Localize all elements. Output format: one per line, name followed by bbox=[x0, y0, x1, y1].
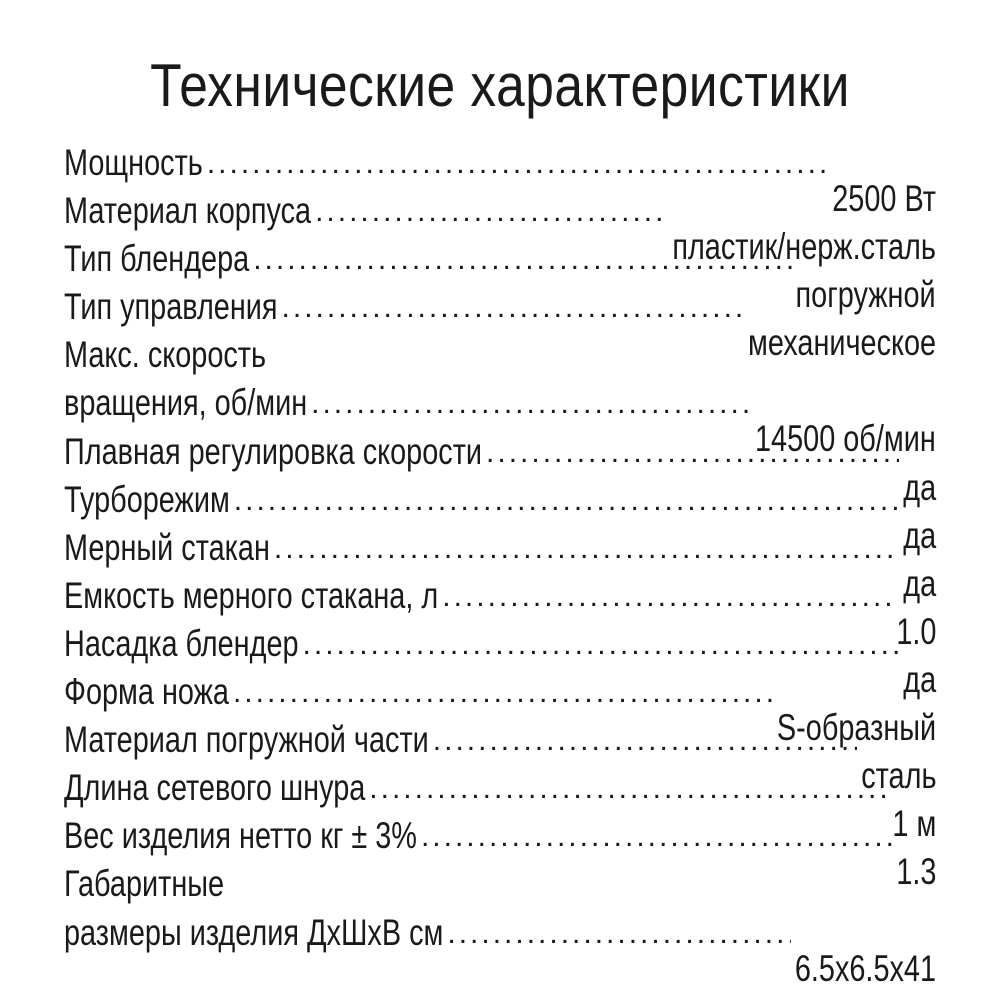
dot-leader bbox=[253, 236, 792, 284]
dot-leader bbox=[421, 813, 892, 861]
dot-leader bbox=[447, 910, 790, 958]
spec-label: Плавная регулировка скорости bbox=[64, 430, 483, 472]
spec-label: Материал погружной части bbox=[64, 719, 429, 761]
spec-label: Вес изделия нетто кг ± 3% bbox=[64, 815, 417, 857]
spec-row-blade-shape: Форма ножа ..... S-образный bbox=[64, 668, 936, 716]
spec-row-measuring-cup: Мерный стакан ..... да bbox=[64, 524, 936, 572]
spec-list bbox=[64, 139, 936, 989]
spec-label: Материал корпуса bbox=[64, 190, 312, 232]
page-title: Технические характеристики bbox=[150, 52, 850, 119]
spec-row-power: Мощность ..... 2500 Вт bbox=[64, 139, 936, 187]
spec-label-prefix: Габаритные bbox=[64, 863, 225, 905]
dot-leader bbox=[274, 525, 899, 573]
dot-leader bbox=[311, 380, 751, 428]
spec-label: Длина сетевого шнура bbox=[64, 767, 366, 809]
dot-leader bbox=[442, 573, 892, 621]
spec-label: Форма ножа bbox=[64, 671, 229, 713]
dot-leader bbox=[433, 717, 857, 765]
spec-row-max-speed: вращения, об/мин ..... 14500 об/мин bbox=[64, 379, 936, 427]
dot-leader bbox=[282, 284, 744, 332]
spec-row-turbo: Турборежим ..... да bbox=[64, 476, 936, 524]
dot-leader bbox=[234, 477, 899, 525]
dot-leader bbox=[303, 621, 900, 669]
spec-label: Турборежим bbox=[64, 478, 230, 520]
spec-row-shaft-material: Материал погружной части ..... сталь bbox=[64, 716, 936, 764]
spec-label: Емкость мерного стакана, л bbox=[64, 574, 439, 616]
spec-label: Тип управления bbox=[64, 286, 278, 328]
dot-leader bbox=[315, 188, 668, 236]
dot-leader bbox=[486, 429, 899, 477]
spec-row-control-type: Тип управления ..... механическое bbox=[64, 283, 936, 331]
spec-label: Насадка блендер bbox=[64, 622, 299, 664]
spec-label: Мерный стакан bbox=[64, 526, 270, 568]
dot-leader bbox=[207, 140, 828, 188]
spec-row-cup-capacity: Емкость мерного стакана, л ..... 1.0 bbox=[64, 572, 936, 620]
spec-label: Тип блендера bbox=[64, 238, 250, 280]
spec-row-net-weight: Вес изделия нетто кг ± 3% ..... 1.3 bbox=[64, 812, 936, 860]
spec-row-dimensions: размеры изделия ДхШхВ см ..... 6.5x6.5x41 bbox=[64, 909, 936, 957]
spec-row-body-material: Материал корпуса ..... пластик/нерж.сталь bbox=[64, 187, 936, 235]
dot-leader bbox=[369, 765, 888, 813]
spec-row-blender-type: Тип блендера ..... погружной bbox=[64, 235, 936, 283]
spec-label: размеры изделия ДхШхВ см bbox=[64, 911, 444, 953]
spec-row-blender-attachment: Насадка блендер ..... да bbox=[64, 620, 936, 668]
dot-leader bbox=[233, 669, 773, 717]
spec-label: Мощность bbox=[64, 142, 203, 183]
spec-row-smooth-speed: Плавная регулировка скорости ..... да bbox=[64, 428, 936, 476]
spec-row-cord-length: Длина сетевого шнура ..... 1 м bbox=[64, 764, 936, 812]
spec-label: вращения, об/мин bbox=[64, 382, 308, 424]
spec-label-prefix: Макс. скорость bbox=[64, 334, 267, 376]
